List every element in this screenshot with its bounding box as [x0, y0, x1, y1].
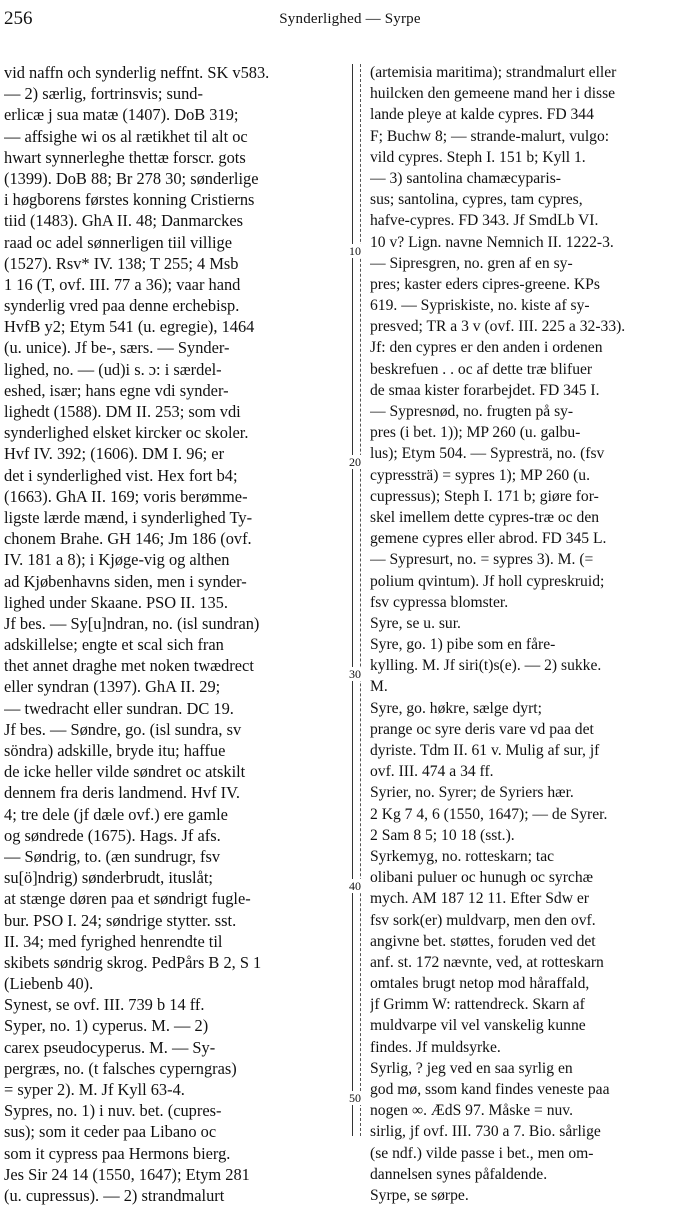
text-line: sus; santolina, cypres, tam cypres, — [370, 191, 583, 209]
text-line: i høgborens førstes konning Cristierns — [4, 190, 255, 210]
text-line: (1527). Rsv* IV. 138; T 255; 4 Msb — [4, 253, 239, 273]
text-line: lighedt (1588). DM II. 253; som vdi — [4, 402, 241, 421]
text-line: (artemisia maritima); strandmalurt eller — [370, 64, 617, 81]
text-line: som it cypress paa Hermons bierg. — [4, 1143, 231, 1163]
text-line: synderlig vred paa denne erchebisp. — [4, 296, 240, 316]
left-column — [4, 62, 344, 1206]
text-line: gemene cypres eller abrod. FD 345 L. — [370, 530, 607, 548]
text-line: de smaa kister forarbejdet. FD 345 I. — [370, 381, 600, 399]
text-line: vild cypres. Steph I. 151 b; Kyll 1. — [370, 148, 586, 166]
text-line: F; Buchw 8; — strande-malurt, vulgo: — [370, 127, 610, 145]
text-line: tiid (1483). GhA II. 48; Danmarckes — [4, 211, 243, 231]
text-line: 2 Kg 7 4, 6 (1550, 1647); — de Syrer. — [370, 805, 608, 823]
text-line: muldvarpe vil vel vanskelig kunne — [370, 1017, 586, 1035]
text-line: dannelsen synes påfaldende. — [370, 1165, 548, 1183]
text-line: skel imellem dette cypres-træ oc den — [370, 508, 600, 526]
text-line: pergræs, no. (t falsches cyperngras) — [4, 1058, 237, 1078]
text-line: ovf. III. 474 a 34 ff. — [370, 763, 494, 781]
margin-number: 50 — [346, 1091, 364, 1105]
text-line: = syper 2). M. Jf Kyll 63-4. — [4, 1080, 185, 1099]
text-line: lande pleye at kalde cypres. FD 344 — [370, 106, 594, 124]
text-line: anf. st. 172 nævnte, ved, at rotteskarn — [370, 953, 604, 971]
text-line: det i synderlighed vist. Hex fort b4; — [4, 465, 238, 485]
text-line: presved; TR a 3 v (ovf. III. 225 a 32-33). — [370, 318, 626, 336]
text-line: lus); Etym 504. — Sypresträ, no. (fsv — [370, 445, 605, 463]
text-line: dyriste. Tdm II. 61 v. Mulig af sur, jf — [370, 742, 600, 759]
text-line: ad Kjøbenhavns siden, men i synder- — [4, 571, 247, 591]
column-divider-dashed — [360, 64, 361, 1136]
text-line: Jf bes. — Søndre, go. (isl sundra, sv — [4, 719, 242, 739]
text-line: (u. unice). Jf be-, særs. — Synder- — [4, 338, 230, 358]
text-line: sus); som it ceder paa Libano oc — [4, 1122, 217, 1142]
text-line: pres (i bet. 1)); MP 260 (u. galbu- — [370, 424, 581, 442]
text-line: Jf: den cypres er den anden i ordenen — [370, 339, 603, 357]
text-line: Syre, go. høkre, sælge dyrt; — [370, 699, 542, 717]
margin-number: 20 — [346, 455, 364, 469]
text-line: Syre, go. 1) pibe som en fåre- — [370, 636, 556, 654]
text-line: carex pseudocyperus. M. — Sy- — [4, 1037, 216, 1057]
text-line: su[ö]ndrig) sønderbrudt, ituslåt; — [4, 868, 213, 888]
text-line: eller syndran (1397). GhA II. 29; — [4, 677, 221, 697]
text-line: — 2) særlig, fortrinsvis; sund- — [4, 84, 203, 104]
running-head: Synderlighed — Syrpe — [279, 11, 421, 27]
margin-number: 10 — [346, 244, 364, 258]
text-line: de icke heller vilde søndret oc atskilt — [4, 762, 246, 782]
text-line: hwart synnerleghe thettæ forscr. gots — [4, 147, 246, 167]
text-line: at stænge døren paa et søndrigt fugle- — [4, 889, 251, 909]
text-line: Syrpe, se sørpe. — [370, 1186, 469, 1204]
text-line: eshed, især; hans egne vdi synder- — [4, 380, 229, 400]
text-line: 1 16 (T, ovf. III. 77 a 36); vaar hand — [4, 274, 241, 294]
text-line: HvfB y2; Etym 541 (u. egregie), 1464 — [4, 317, 255, 337]
text-line: huilcken den gemeene mand her i disse — [370, 85, 616, 103]
text-line: sirlig, jf ovf. III. 730 a 7. Bio. sårlige — [370, 1123, 601, 1141]
text-line: — Søndrig, to. (æn sundrugr, fsv — [4, 846, 221, 866]
text-line: fsv sork(er) muldvarp, men den ovf. — [370, 911, 596, 929]
right-column — [370, 62, 698, 1206]
text-line: söndra) adskille, bryde itu; haffue — [4, 741, 226, 760]
margin-number: 30 — [346, 667, 364, 681]
text-line: raad oc adel sønnerligen tiil villige — [4, 232, 233, 252]
text-line: thet annet draghe met noken twædrect — [4, 656, 254, 676]
text-line: M. — [370, 678, 388, 696]
text-line: fsv cypressa blomster. — [370, 593, 509, 611]
text-line: olibani puluer oc hunugh oc syrchæ — [370, 869, 594, 887]
text-line: cupressus); Steph I. 171 b; giøre for- — [370, 487, 599, 505]
text-line: Synest, se ovf. III. 739 b 14 ff. — [4, 995, 205, 1015]
text-line: synderlighed elsket kircker oc skoler. — [4, 423, 249, 443]
text-line: Syrlig, ? jeg ved en saa syrlig en — [370, 1059, 573, 1077]
text-line: chonem Brahe. GH 146; Jm 186 (ovf. — [4, 529, 252, 549]
text-line: angivne bet. støttes, foruden ved det — [370, 932, 596, 950]
text-line: Syrkemyg, no. rotteskarn; tac — [370, 847, 555, 865]
column-divider-solid — [352, 64, 353, 1136]
text-line: prange oc syre deris vare vd paa det — [370, 720, 594, 738]
text-line: nogen ∞. ÆdS 97. Måske = nuv. — [370, 1102, 573, 1120]
text-line: polium qvintum). Jf holl cypreskruid; — [370, 572, 605, 590]
text-line: adskillelse; engte et scal sich fran — [4, 635, 224, 655]
text-line: lighed under Skaane. PSO II. 135. — [4, 592, 228, 612]
text-line: pres; kaster eders cipres-greene. KPs — [370, 275, 600, 293]
text-line: jf Grimm W: rattendreck. Skarn af — [370, 996, 585, 1014]
text-line: — affsighe wi os al rætikhet til alt oc — [4, 126, 248, 146]
text-line: bur. PSO I. 24; søndrige stytter. sst. — [4, 910, 237, 930]
text-line: Syper, no. 1) cyperus. M. — 2) — [4, 1016, 209, 1036]
text-line: skibets søndrig skrog. PedPårs B 2, S 1 — [4, 952, 262, 972]
text-line: Jes Sir 24 14 (1550, 1647); Etym 281 — [4, 1164, 250, 1184]
text-line: IV. 181 a 8); i Kjøge-vig og althen — [4, 550, 230, 570]
text-line: vid naffn och synderlig neffnt. SK v583. — [4, 63, 270, 82]
text-line: 10 v? Lign. navne Nemnich II. 1222-3. — [370, 233, 614, 251]
text-line: 619. — Sypriskiste, no. kiste af sy- — [370, 297, 590, 315]
text-line: og søndrede (1675). Hags. Jf afs. — [4, 825, 221, 845]
text-line: (1663). GhA II. 169; voris berømme- — [4, 486, 248, 506]
text-line: (u. cupressus). — 2) strandmalurt — [4, 1185, 225, 1205]
text-line: god mø, ssom kand findes veneste paa — [370, 1081, 610, 1098]
text-line: hafve-cypres. FD 343. Jf SmdLb VI. — [370, 212, 599, 230]
text-line: (se ndf.) vilde passe i bet., men om- — [370, 1144, 594, 1162]
text-line: 2 Sam 8 5; 10 18 (sst.). — [370, 826, 515, 844]
text-line: (Liebenb 40). — [4, 974, 94, 994]
text-line: Jf bes. — Sy[u]ndran, no. (isl sundran) — [4, 613, 260, 633]
text-line: findes. Jf muldsyrke. — [370, 1038, 501, 1056]
text-line: II. 34; med fyrighed henrendte til — [4, 931, 223, 951]
text-line: — 3) santolina chamæcyparis- — [370, 169, 561, 187]
text-line: — twedracht eller sundran. DC 19. — [4, 698, 234, 718]
text-line: Sypres, no. 1) i nuv. bet. (cupres- — [4, 1101, 222, 1121]
text-line: Syre, se u. sur. — [370, 614, 461, 632]
text-line: ligste lærde mænd, i synderlighed Ty- — [4, 507, 253, 527]
text-line: omtales brugt netop mod håraffald, — [370, 975, 590, 993]
margin-number: 40 — [346, 879, 364, 893]
text-line: kylling. M. Jf siri(t)s(e). — 2) sukke. — [370, 657, 602, 675]
text-line: Hvf IV. 392; (1606). DM I. 96; er — [4, 444, 225, 464]
text-line: (1399). DoB 88; Br 278 30; sønderlige — [4, 168, 259, 188]
text-line: 4; tre dele (jf dæle ovf.) ere gamle — [4, 804, 228, 824]
text-line: dennem fra deris landmend. Hvf IV. — [4, 783, 240, 803]
text-line: cypressträ) = sypres 1); MP 260 (u. — [370, 466, 590, 484]
text-line: Syrier, no. Syrer; de Syriers hær. — [370, 784, 574, 802]
text-line: mych. AM 187 12 11. Efter Sdw er — [370, 890, 590, 908]
text-line: beskrefuen . . oc af dette træ blifuer — [370, 360, 593, 378]
text-line: — Sypresnød, no. frugten på sy- — [370, 403, 574, 420]
text-line: — Sipresgren, no. gren af en sy- — [370, 254, 573, 272]
text-line: lighed, no. — (ud)i s. ɔ: i særdel- — [4, 359, 222, 379]
text-line: erlicæ j sua matæ (1407). DoB 319; — [4, 105, 239, 125]
page-number: 256 — [4, 8, 33, 29]
text-line: — Sypresurt, no. = sypres 3). M. (= — [370, 551, 594, 569]
